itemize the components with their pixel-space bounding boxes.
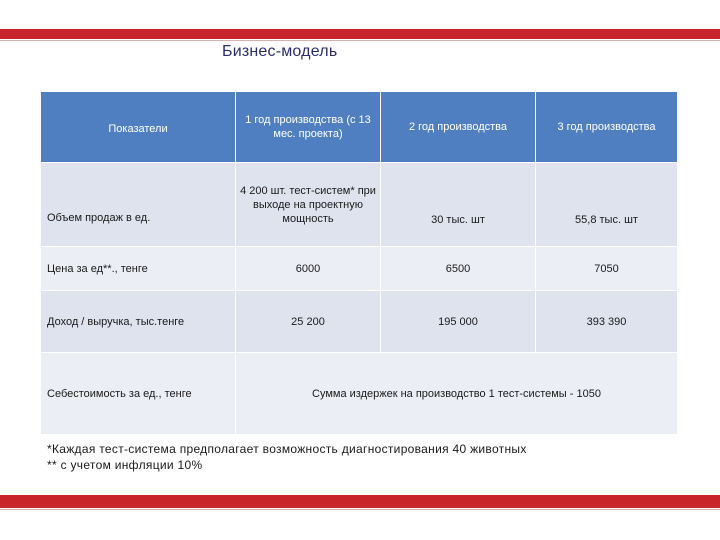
revenue-year3: 393 390 [536, 291, 678, 353]
header-indicators: Показатели [41, 92, 236, 163]
sales-year1: 4 200 шт. тест-систем* при выходе на проектную мощность [236, 163, 381, 247]
revenue-year1: 25 200 [236, 291, 381, 353]
top-accent-bar [0, 29, 720, 39]
table-row-revenue [41, 291, 678, 353]
table-row-cost [41, 353, 678, 435]
revenue-year2: 195 000 [381, 291, 536, 353]
row-label-revenue: Доход / выручка, тыс.тенге [41, 291, 236, 353]
price-year3: 7050 [536, 247, 678, 291]
price-year2: 6500 [381, 247, 536, 291]
page-title: Бизнес-модель [222, 43, 338, 60]
footnotes [47, 441, 527, 473]
business-model-table [40, 91, 678, 435]
footnote-1: *Каждая тест-система предполагает возможность диагностирования 40 животных [47, 442, 527, 456]
top-accent-line [0, 40, 720, 41]
bottom-accent-line [0, 509, 720, 510]
row-label-sales: Объем продаж в ед. [41, 163, 236, 247]
table-header-row [41, 92, 678, 163]
row-label-price: Цена за ед**., тенге [41, 247, 236, 291]
header-year2: 2 год производства [381, 92, 536, 163]
row-label-cost: Себестоимость за ед., тенге [41, 353, 236, 435]
header-year3: 3 год производства [536, 92, 678, 163]
bottom-accent-bar [0, 495, 720, 508]
table-row-sales [41, 163, 678, 247]
table-row-price [41, 247, 678, 291]
price-year1: 6000 [236, 247, 381, 291]
sales-year2: 30 тыс. шт [381, 163, 536, 247]
cost-note: Сумма издержек на производство 1 тест-системы - 1050 [236, 353, 678, 435]
footnote-2: ** с учетом инфляции 10% [47, 458, 203, 472]
header-year1: 1 год производства (с 13 мес. проекта) [236, 92, 381, 163]
sales-year3: 55,8 тыс. шт [536, 163, 678, 247]
